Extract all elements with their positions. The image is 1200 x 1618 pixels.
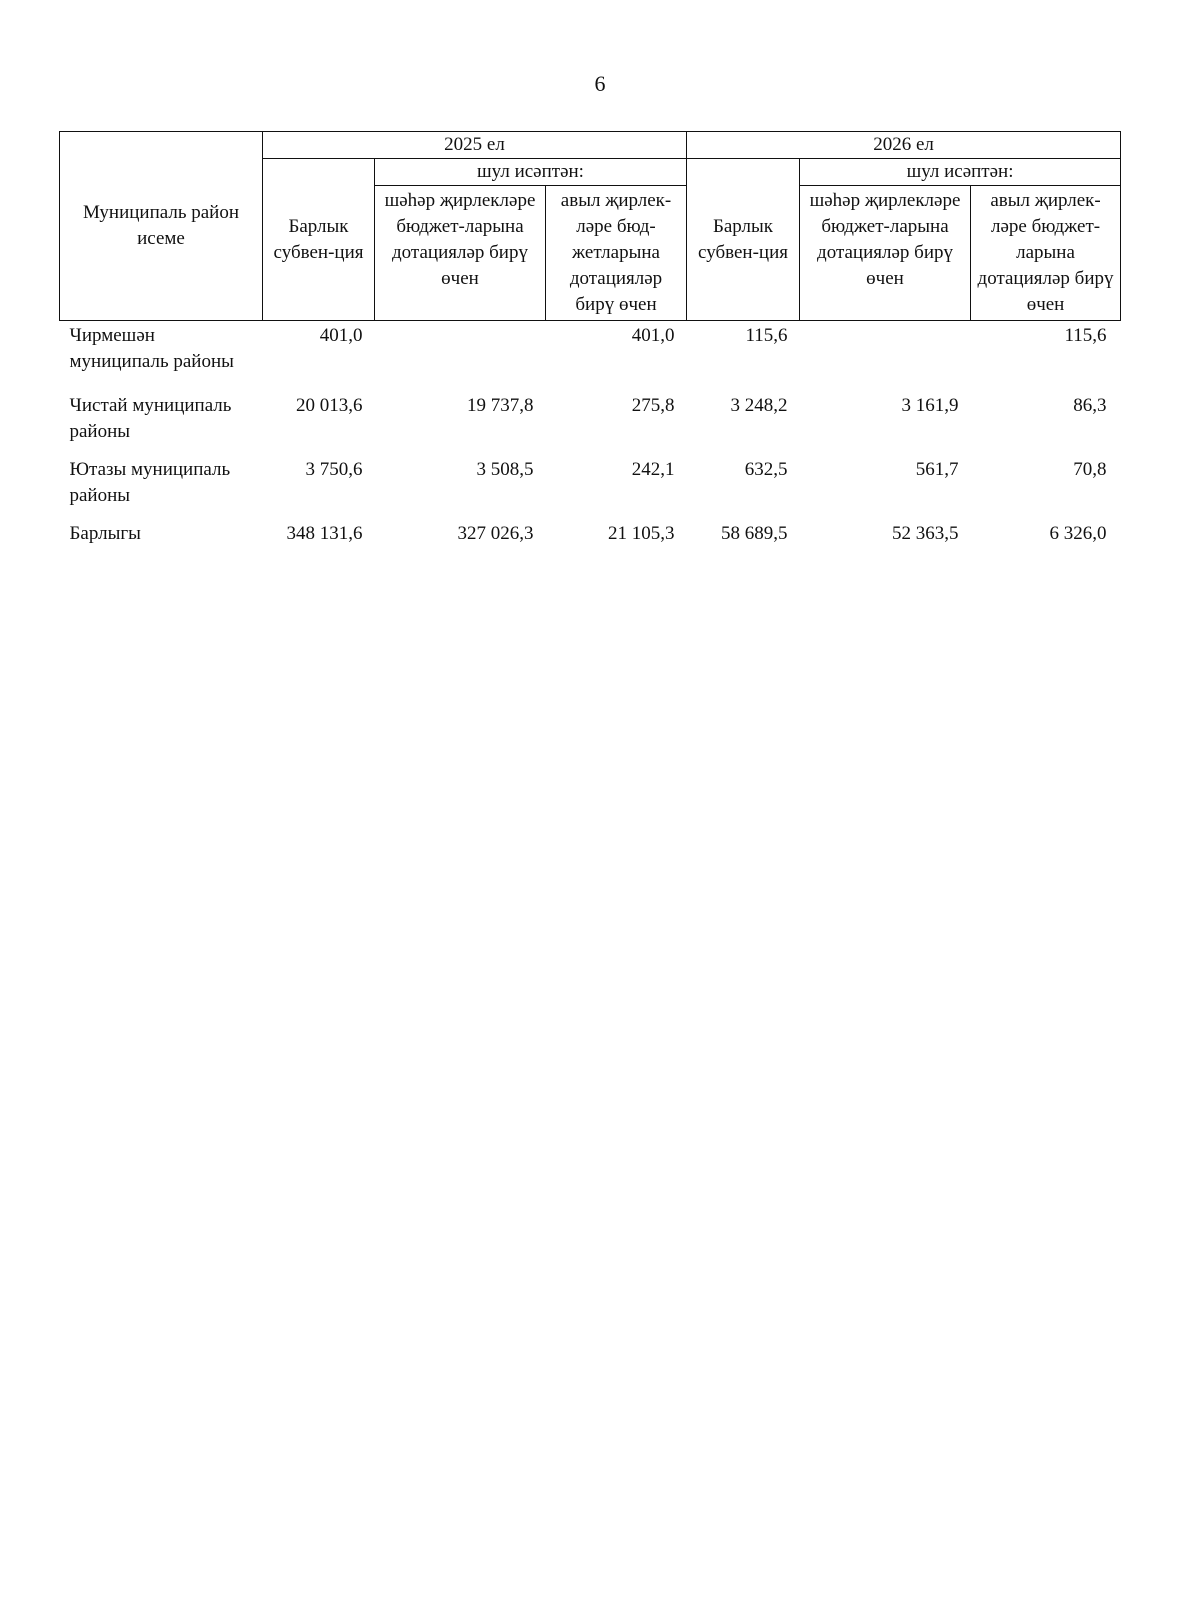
header-2025-of-which: шул исәптән: xyxy=(375,159,687,186)
cell-2026-city xyxy=(800,321,971,394)
district-name: Чистай муниципаль районы xyxy=(69,395,232,442)
page-number: 6 xyxy=(594,71,606,96)
cell-2026-rural: 115,6 xyxy=(1064,325,1107,346)
table-row xyxy=(60,457,1121,521)
header-municipal-district: Муниципаль район исеме xyxy=(60,132,263,321)
table-body xyxy=(60,321,1121,548)
cell-2025-total: 3 750,6 xyxy=(305,459,363,480)
total-label: Барлыгы xyxy=(69,523,141,544)
header-year-2026: 2026 ел xyxy=(687,132,1121,159)
table-row xyxy=(60,393,1121,457)
header-year-2025: 2025 ел xyxy=(263,132,687,159)
cell-2025-rural: 401,0 xyxy=(631,325,675,346)
cell-2025-city: 19 737,8 xyxy=(467,395,534,416)
cell-2025-rural: 21 105,3 xyxy=(608,523,675,544)
cell-2025-rural: 275,8 xyxy=(631,395,675,416)
cell-2026-total: 3 248,2 xyxy=(730,395,788,416)
header-2026-of-which: шул исәптән: xyxy=(800,159,1121,186)
cell-2026-total: 115,6 xyxy=(745,325,788,346)
cell-2025-total: 20 013,6 xyxy=(296,395,363,416)
header-2026-city: шәһәр җирлекләре бюджет-ларына дотацияләр бирү өчен xyxy=(800,186,971,321)
cell-2026-city: 561,7 xyxy=(915,459,959,480)
table-row xyxy=(60,321,1121,394)
header-2025-rural: авыл җирлек-ләре бюд-жетларына дотацияләр бирү өчен xyxy=(546,186,687,321)
header-2026-total: Барлык субвен-ция xyxy=(687,159,800,321)
header-2026-rural: авыл җирлек-ләре бюджет-ларына дотацияләр бирү өчен xyxy=(971,186,1121,321)
cell-2026-rural: 6 326,0 xyxy=(1049,523,1107,544)
subvention-table xyxy=(59,131,1121,547)
table-row-total xyxy=(60,521,1121,547)
cell-2025-city: 327 026,3 xyxy=(457,523,534,544)
district-name: Ютазы муниципаль районы xyxy=(69,459,231,506)
district-name: Чирмешән муниципаль районы xyxy=(69,325,234,372)
cell-2025-total: 348 131,6 xyxy=(286,523,363,544)
cell-2025-city: 3 508,5 xyxy=(476,459,534,480)
cell-2025-rural: 242,1 xyxy=(631,459,675,480)
header-2025-total: Барлык субвен-ция xyxy=(263,159,375,321)
cell-2025-city xyxy=(375,321,546,394)
cell-2026-city: 3 161,9 xyxy=(901,395,959,416)
cell-2026-city: 52 363,5 xyxy=(892,523,959,544)
cell-2026-rural: 70,8 xyxy=(1073,459,1107,480)
cell-2026-total: 58 689,5 xyxy=(721,523,788,544)
header-2025-city: шәһәр җирлекләре бюджет-ларына дотацияләр бирү өчен xyxy=(375,186,546,321)
cell-2026-rural: 86,3 xyxy=(1073,395,1107,416)
cell-2025-total: 401,0 xyxy=(319,325,363,346)
table-header xyxy=(60,132,1121,321)
cell-2026-total: 632,5 xyxy=(744,459,788,480)
